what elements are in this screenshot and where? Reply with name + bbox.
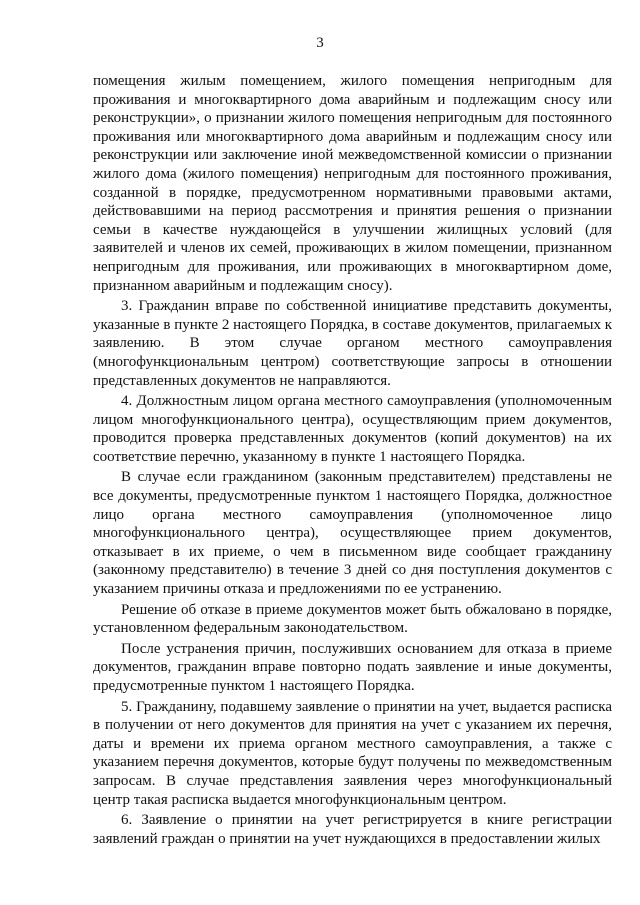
paragraph-refusal: В случае если гражданином (законным представителем) представлены не все документы, предусмотренные пунктом 1 настоящего Порядка, должностное лицо органа местного самоуправления (уполномоченное лицо многофункционального центра), осуществляющее прием документов, отказывает в их приеме, о чем в письменном виде сообщает гражданину (законному представителю) в течение 3 дней со дня поступления документов с указанием причины отказа и предложениями по ее устранению. [93, 469, 612, 598]
document-body [93, 72, 612, 850]
paragraph-item-5: 5. Гражданину, подавшему заявление о принятии на учет, выдается расписка в получении от него документов для принятия на учет с указанием их перечня, даты и времени их приема органом местного самоуправления, а также с указанием перечня документов, которые будут получены по межведомственным запросам. В случае представления заявления через многофункциональный центр такая расписка выдается многофункциональным центром. [93, 698, 612, 808]
page-number: 3 [316, 35, 324, 51]
paragraph-item-4: 4. Должностным лицом органа местного самоуправления (уполномоченным лицом многофункционального центра), осуществляющим прием документов, проводится проверка представленных документов (копий документов) на их соответствие перечню, указанному в пункте 1 настоящего Порядка. [93, 393, 612, 465]
paragraph-resubmission: После устранения причин, послуживших основанием для отказа в приеме документов, гражданин вправе повторно подать заявление и иные документы, предусмотренные пунктом 1 настоящего Порядка. [93, 640, 612, 694]
paragraph-item-6: 6. Заявление о принятии на учет регистрируется в книге регистрации заявлений граждан о принятии на учет нуждающихся в предоставлении жилых [93, 812, 612, 847]
paragraph-continuation: помещения жилым помещением, жилого помещения непригодным для проживания и многоквартирного дома аварийным и подлежащим сносу или реконструкции», о признании жилого помещения непригодным для постоянного проживания или многоквартирного дома аварийным и подлежащим сносу или реконструкции или заключение иной межведомственной комиссии о признании жилого дома (жилого помещения) непригодным для постоянного проживания, созданной в порядке, предусмотренном нормативными правовыми актами, действовавшими на период рассмотрения и принятия решения о признании семьи в качестве нуждающейся в улучшении жилищных условий (для заявителей и членов их семей, проживающих в жилом помещении, признанном непригодным для проживания, или проживающих в многоквартирном доме, признанном аварийным и подлежащим сносу). [93, 73, 612, 294]
paragraph-item-3: 3. Гражданин вправе по собственной инициативе представить документы, указанные в пункте 2 настоящего Порядка, в составе документов, прилагаемых к заявлению. В этом случае органом местного самоуправления (многофункциональным центром) соответствующие запросы в отношении представленных документов не направляются. [93, 298, 612, 389]
paragraph-appeal: Решение об отказе в приеме документов может быть обжаловано в порядке, установленном федеральным законодательством. [93, 601, 612, 637]
